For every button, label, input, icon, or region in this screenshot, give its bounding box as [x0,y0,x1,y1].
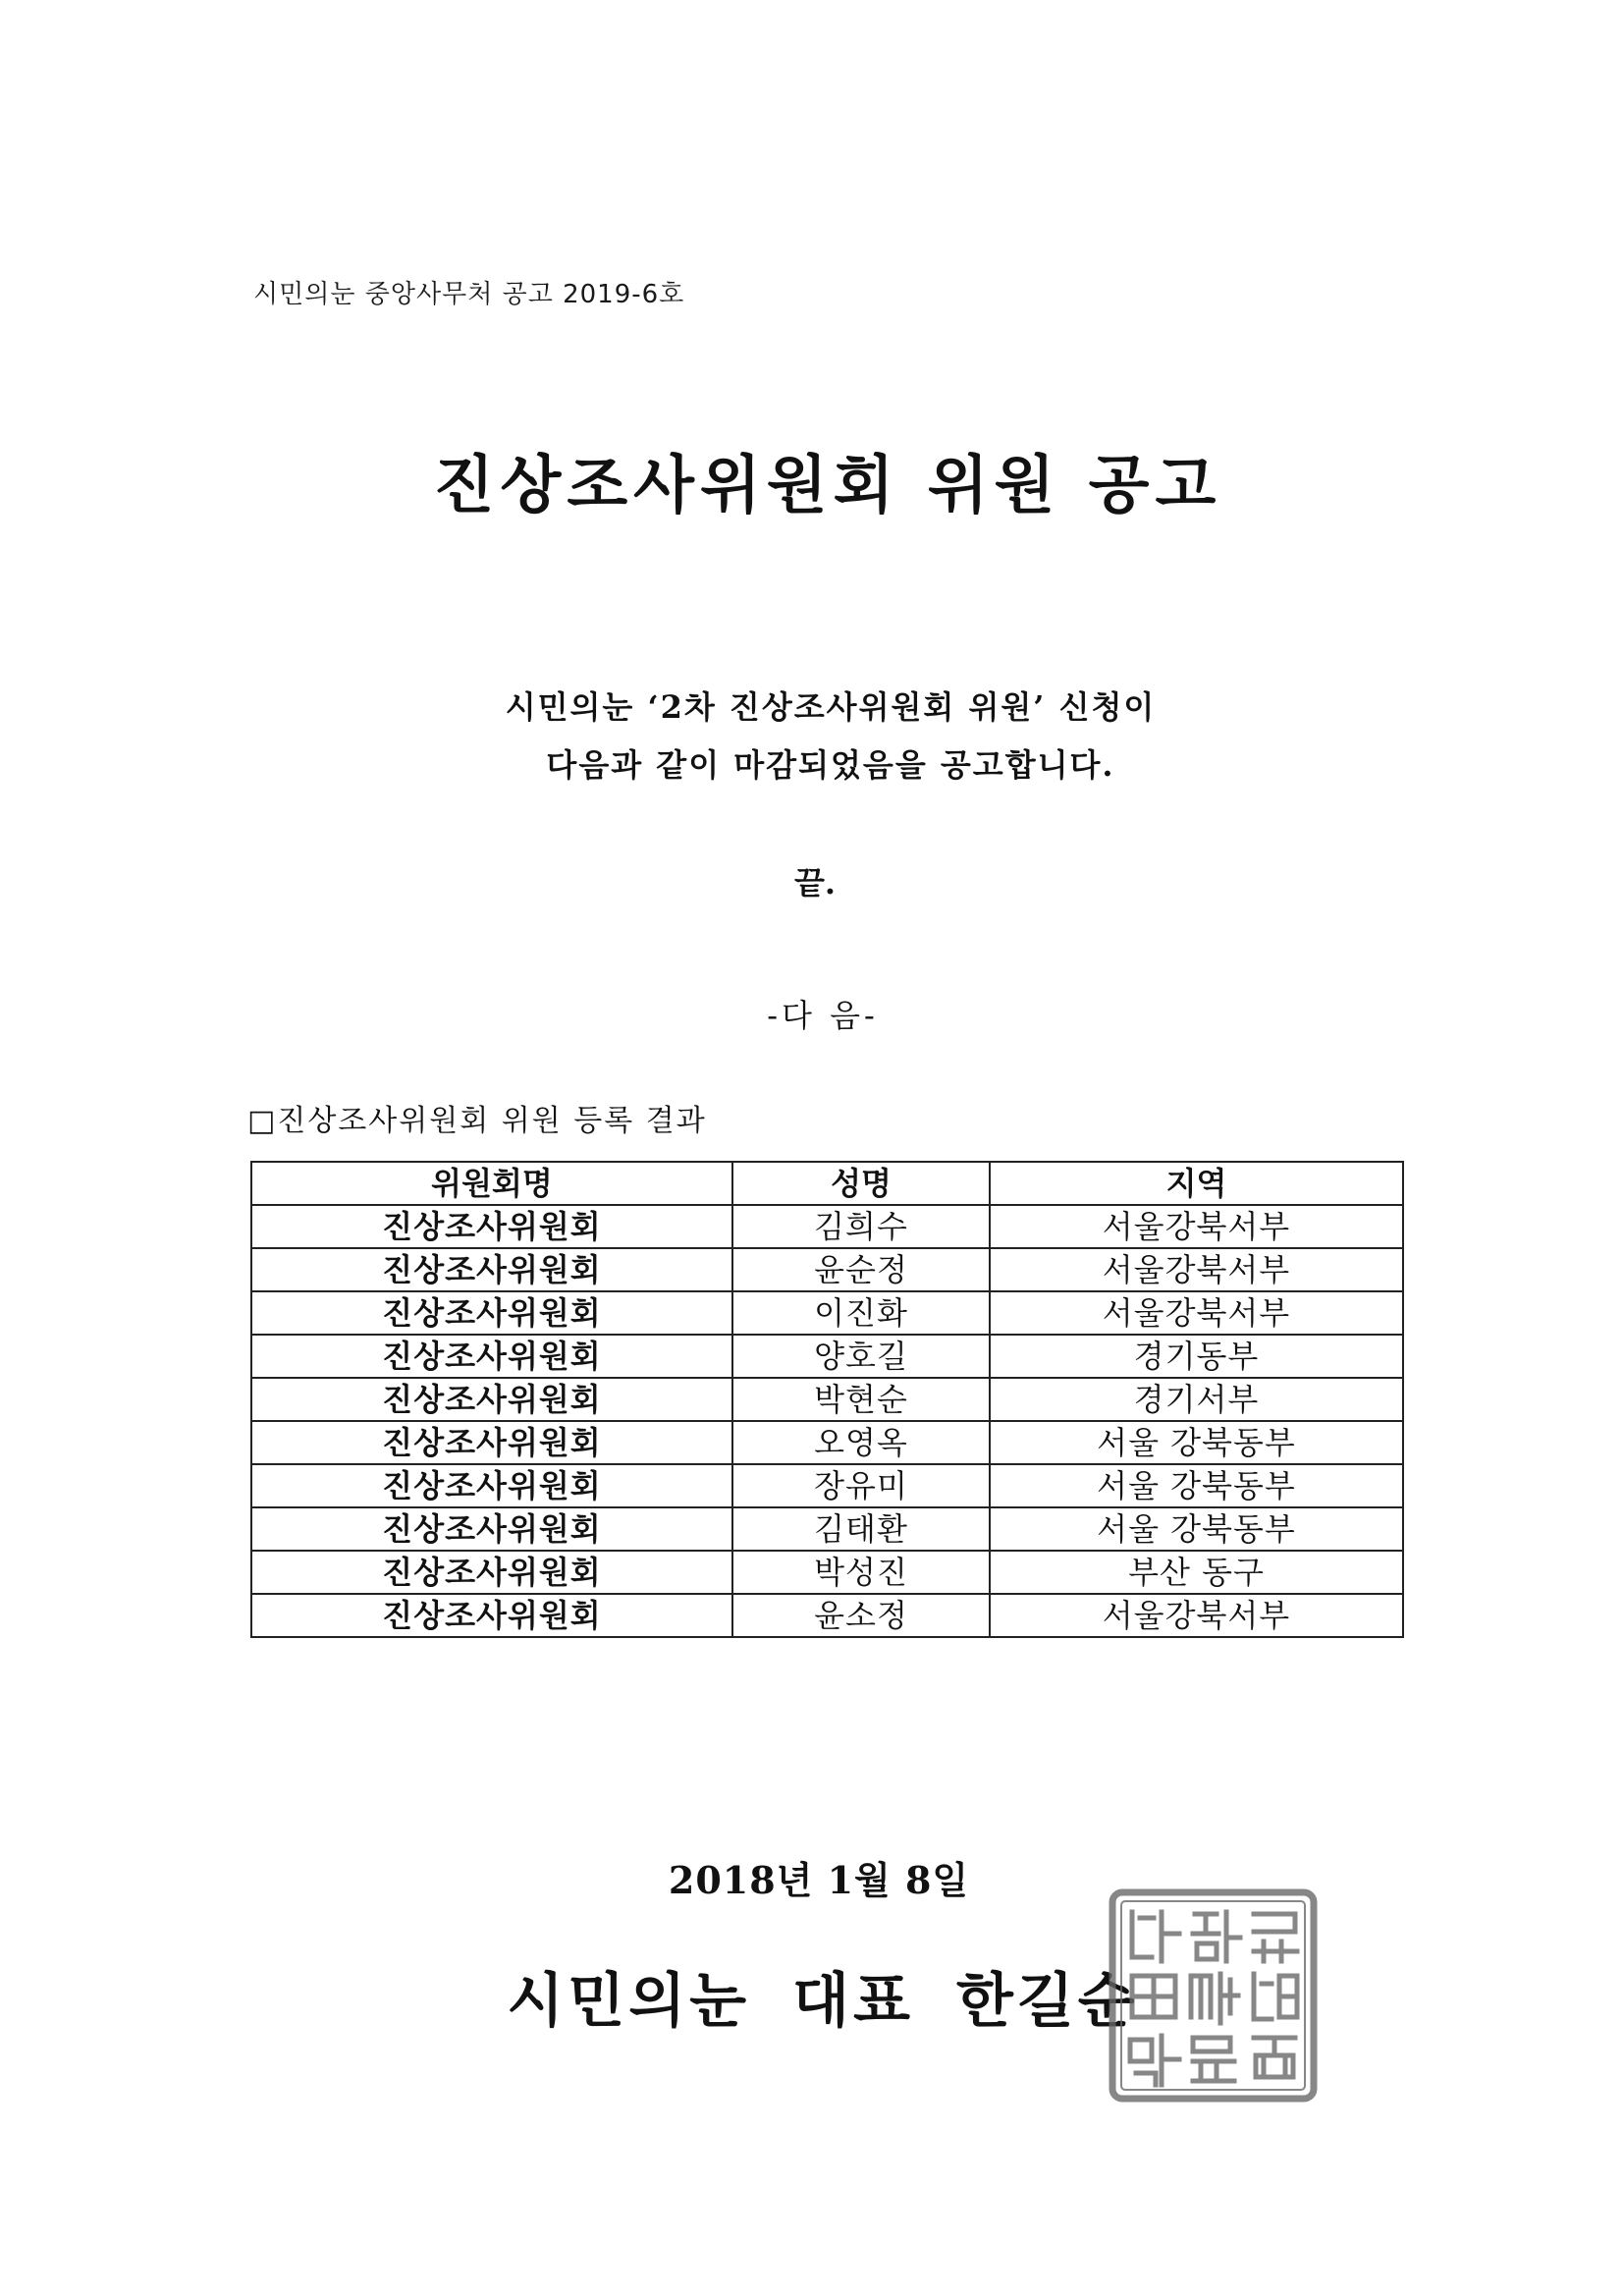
name-cell: 박성진 [732,1551,990,1594]
region-cell: 서울강북서부 [990,1594,1403,1637]
table-row [251,1551,1403,1594]
table-header-row [251,1162,1403,1205]
name-cell: 오영옥 [732,1421,990,1464]
region-cell: 서울강북서부 [990,1291,1403,1335]
section-marker: -다 음- [767,997,879,1034]
region-cell: 서울 강북동부 [990,1464,1403,1507]
region-cell: 경기서부 [990,1378,1403,1421]
table-header-region: 지역 [990,1162,1403,1205]
seal-glyph [1132,1912,1179,1961]
committee-cell: 진상조사위원회 [251,1291,732,1335]
announcement-line-1: 시민의눈 ‘2차 진상조사위원회 위원’ 신청이 [505,688,1157,726]
notice-number: 시민의눈 중앙사무처 공고 2019-6호 [253,280,685,309]
table-row [251,1335,1403,1378]
table-row [251,1291,1403,1335]
seal-glyph [1191,1974,1238,2023]
registration-results-table [250,1161,1404,1638]
region-cell: 서울강북서부 [990,1205,1403,1248]
name-cell: 이진화 [732,1291,990,1335]
name-cell: 김희수 [732,1205,990,1248]
seal-glyph [1254,1914,1297,1961]
seal-glyph [1193,1912,1240,1961]
seal-glyph [1132,1976,1175,2017]
seal-glyph [1254,2038,1295,2077]
committee-cell: 진상조사위원회 [251,1594,732,1637]
table-row [251,1205,1403,1248]
committee-cell: 진상조사위원회 [251,1205,732,1248]
committee-cell: 진상조사위원회 [251,1507,732,1551]
name-cell: 장유미 [732,1464,990,1507]
name-cell: 윤순정 [732,1248,990,1291]
committee-cell: 진상조사위원회 [251,1464,732,1507]
name-cell: 양호길 [732,1335,990,1378]
table-row [251,1507,1403,1551]
table-row [251,1464,1403,1507]
table-header-name: 성명 [732,1162,990,1205]
region-cell: 서울 강북동부 [990,1507,1403,1551]
seal-glyph [1254,1974,1297,2019]
signatory: 시민의눈 대표 한길순 [507,1967,1139,2036]
table-row [251,1594,1403,1637]
name-cell: 김태환 [732,1507,990,1551]
end-mark: 끝. [793,864,837,902]
committee-cell: 진상조사위원회 [251,1378,732,1421]
table-header-committee: 위원회명 [251,1162,732,1205]
document-title: 진상조사위원회 위원 공고 [433,449,1222,522]
announcement-line-2: 다음과 같이 마감되었음을 공고합니다. [546,746,1115,784]
region-cell: 서울강북서부 [990,1248,1403,1291]
name-cell: 박현순 [732,1378,990,1421]
section-heading: □진상조사위원회 위원 등록 결과 [247,1104,707,1138]
committee-cell: 진상조사위원회 [251,1248,732,1291]
region-cell: 서울 강북동부 [990,1421,1403,1464]
region-cell: 경기동부 [990,1335,1403,1378]
seal-glyph [1193,2038,1234,2081]
committee-cell: 진상조사위원회 [251,1421,732,1464]
issue-date: 2018년 1월 8일 [668,1858,970,1902]
committee-cell: 진상조사위원회 [251,1335,732,1378]
region-cell: 부산 동구 [990,1551,1403,1594]
name-cell: 윤소정 [732,1594,990,1637]
table-row [251,1421,1403,1464]
table-row [251,1248,1403,1291]
official-seal [1107,1886,1320,2105]
table-row [251,1378,1403,1421]
committee-cell: 진상조사위원회 [251,1551,732,1594]
seal-glyph [1130,2036,1179,2085]
